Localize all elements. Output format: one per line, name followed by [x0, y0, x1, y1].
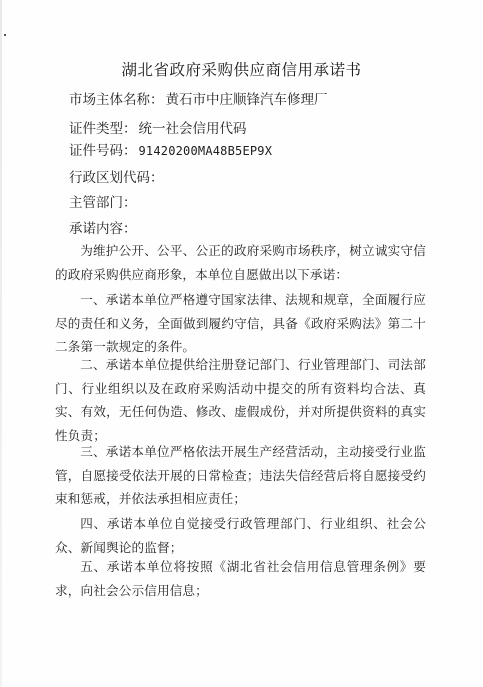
scan-edge-shadow	[0, 0, 2, 687]
cert-type-field	[69, 117, 247, 137]
paragraph-preamble: 为维护公开、公平、公正的政府采购市场秩序，树立诚实守信的政府采购供应商形象，本单位自愿做出以下承诺：	[55, 243, 426, 282]
authority-label: 主管部门：	[69, 195, 137, 211]
cert-no-label: 证件号码：	[69, 143, 137, 159]
paragraph-commitment-2: 二、承诺本单位提供给注册登记部门、行业管理部门、司法部门、行业组织以及在政府采购活动中提交的所有资料均合法、真实、有效，无任何伪造、修改、虚假成份，并对所提供资料的真实性负责；	[55, 357, 426, 443]
entity-name-field	[69, 88, 328, 108]
authority-field	[69, 191, 137, 211]
commitment-field	[69, 217, 137, 237]
paragraph-commitment-4: 四、承诺本单位自觉接受行政管理部门、行业组织、社会公众、新闻舆论的监督；	[55, 516, 426, 555]
cert-no-value: 91420200MA48B5EP9X	[138, 144, 273, 158]
commitment-label: 承诺内容：	[69, 221, 137, 237]
cert-no-field	[69, 139, 272, 159]
paragraph-commitment-5: 五、承诺本单位将按照《湖北省社会信用信息管理条例》要求，向社会公示信用信息；	[55, 559, 426, 598]
cert-type-value: 统一社会信用代码	[138, 121, 247, 137]
entity-name-label: 市场主体名称：	[69, 92, 164, 108]
region-code-label: 行政区划代码：	[69, 170, 164, 186]
scan-speck	[4, 34, 6, 36]
paragraph-commitment-3: 三、承诺本单位严格依法开展生产经营活动，主动接受行业监管，自愿接受依法开展的日常检查；违法失信经营后将自愿接受约束和惩戒，并依法承担相应责任；	[55, 444, 426, 506]
region-code-field	[69, 166, 164, 186]
document-title: 湖北省政府采购供应商信用承诺书	[121, 61, 362, 79]
cert-type-label: 证件类型：	[69, 121, 137, 137]
entity-name-value: 黄石市中庄顺锋汽车修理厂	[165, 92, 328, 108]
paragraph-commitment-1: 一、承诺本单位严格遵守国家法律、法规和规章，全面履行应尽的责任和义务，全面做到履约守信，具备《政府采购法》第二十二条第一款规定的条件。	[55, 292, 426, 354]
